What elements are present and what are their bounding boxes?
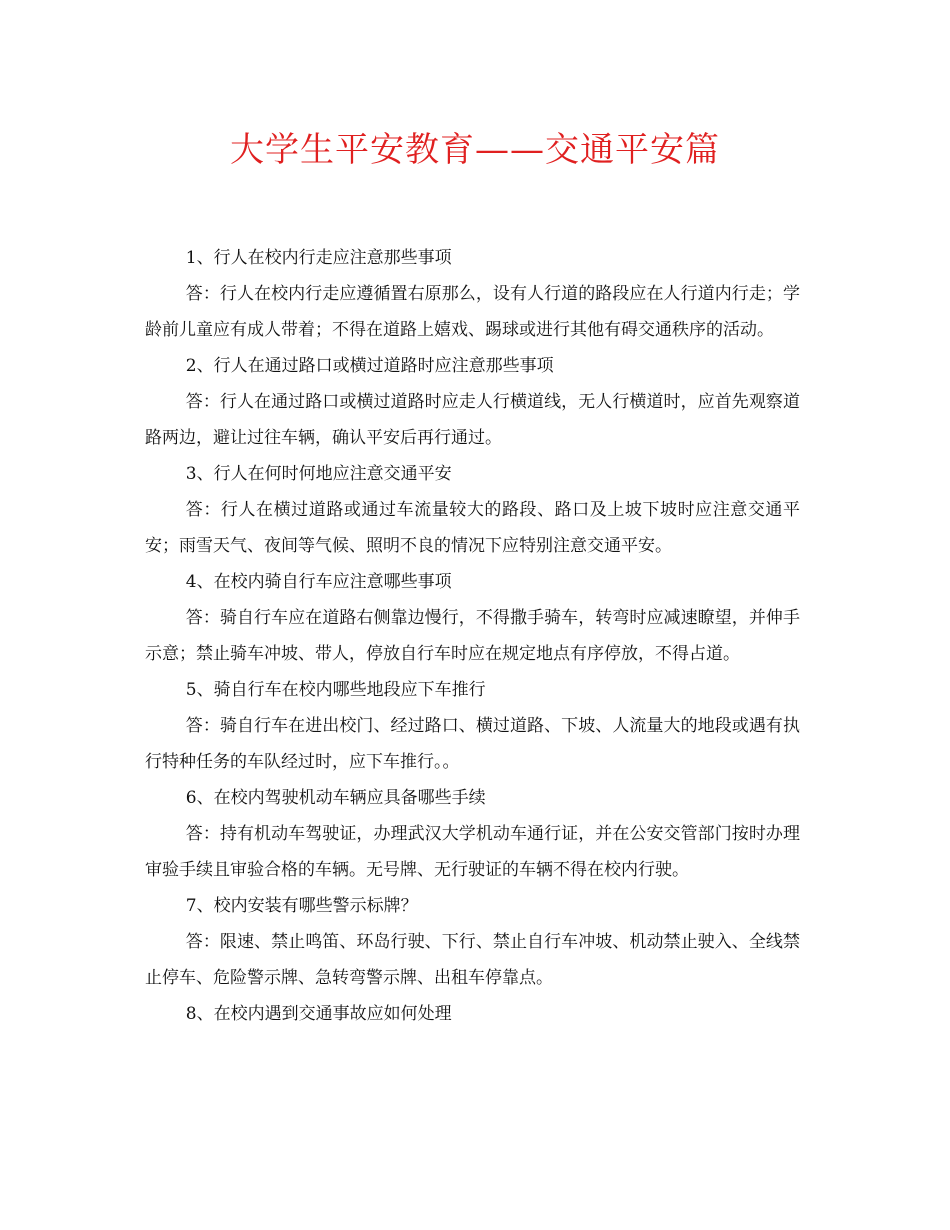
question-4: 4、在校内骑自行车应注意哪些事项 [185,572,452,592]
question-7: 7、校内安装有哪些警示标牌？ [185,896,418,916]
document-body [145,240,800,1032]
answer-3: 答：行人在横过道路或通过车流量较大的路段、路口及上坡下坡时应注意交通平安；雨雪天气、夜间等气候、照明不良的情况下应特别注意交通平安。 [145,500,800,556]
question-5: 5、骑自行车在校内哪些地段应下车推行 [185,680,486,700]
question-8: 8、在校内遇到交通事故应如何处理 [185,1004,452,1024]
question-6: 6、在校内驾驶机动车辆应具备哪些手续 [185,788,486,808]
answer-6: 答：持有机动车驾驶证，办理武汉大学机动车通行证，并在公安交管部门按时办理审验手续且审验合格的车辆。无号牌、无行驶证的车辆不得在校内行驶。 [145,824,800,880]
answer-5: 答：骑自行车在进出校门、经过路口、横过道路、下坡、人流量大的地段或遇有执行特种任务的车队经过时，应下车推行。。 [145,716,800,772]
question-2: 2、行人在通过路口或横过道路时应注意那些事项 [185,356,554,376]
document-title: 大学生平安教育——交通平安篇 [230,130,720,170]
answer-2: 答：行人在通过路口或横过道路时应走人行横道线，无人行横道时，应首先观察道路两边，避让过往车辆，确认平安后再行通过。 [145,392,800,448]
question-3: 3、行人在何时何地应注意交通平安 [185,464,452,484]
answer-7: 答：限速、禁止鸣笛、环岛行驶、下行、禁止自行车冲坡、机动禁止驶入、全线禁止停车、危险警示牌、急转弯警示牌、出租车停靠点。 [145,932,800,988]
answer-4: 答：骑自行车应在道路右侧靠边慢行，不得撒手骑车，转弯时应减速瞭望，并伸手示意；禁止骑车冲坡、带人，停放自行车时应在规定地点有序停放，不得占道。 [145,608,800,664]
question-1: 1、行人在校内行走应注意那些事项 [185,248,452,268]
answer-1: 答：行人在校内行走应遵循置右原那么，设有人行道的路段应在人行道内行走；学龄前儿童应有成人带着；不得在道路上嬉戏、踢球或进行其他有碍交通秩序的活动。 [145,284,800,340]
